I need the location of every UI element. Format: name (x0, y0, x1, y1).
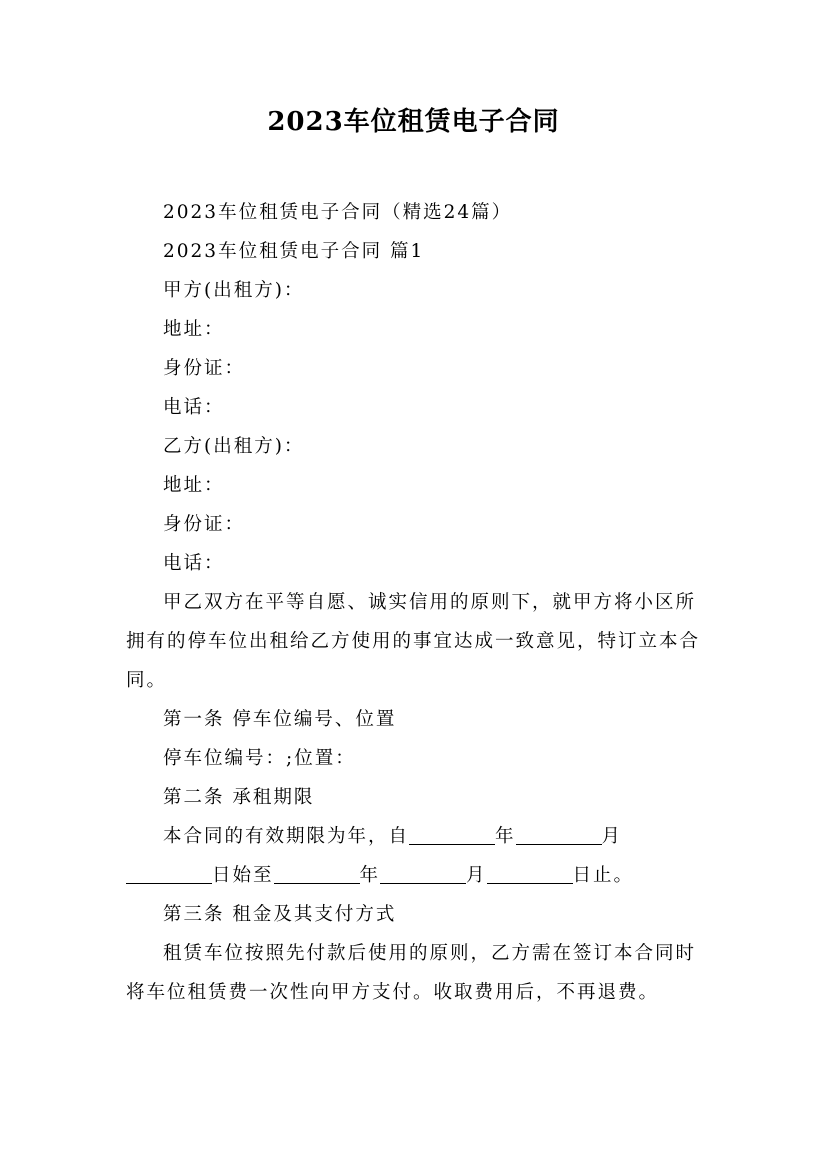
party-b-phone: 电话： (163, 553, 225, 574)
blank-start-month (516, 822, 602, 845)
blank-end-day (487, 861, 573, 884)
article2-day-end: 日止。 (572, 865, 635, 886)
article2-title: 第二条 承租期限 (163, 787, 315, 808)
article2-day-start: 日始至 (212, 865, 274, 886)
subtitle-line: 2023车位租赁电子合同（精选24篇） (163, 202, 513, 223)
article3-title: 第三条 租金及其支付方式 (163, 904, 397, 925)
article2-term-text: 本合同的有效期限为年，自 (163, 826, 410, 847)
blank-start-year (409, 822, 495, 845)
party-a-id: 身份证： (163, 358, 246, 379)
article1-title: 第一条 停车位编号、位置 (163, 709, 397, 730)
article2-month2: 月 (466, 865, 487, 886)
party-a-phone: 电话： (163, 397, 225, 418)
article2-year1: 年 (495, 826, 516, 847)
party-b-address: 地址： (163, 475, 225, 496)
party-a-address: 地址： (163, 319, 225, 340)
blank-start-day (126, 861, 212, 884)
blank-end-month (380, 861, 466, 884)
document-title: 2023车位租赁电子合同 (267, 107, 560, 137)
party-b-id: 身份证： (163, 514, 246, 535)
article3-body: 租赁车位按照先付款后使用的原则，乙方需在签订本合同时将车位租赁费一次性向甲方支付。收取费用后，不再退费。 (126, 943, 697, 1003)
article2-month1: 月 (601, 826, 623, 847)
party-a-label: 甲方(出租方)： (163, 280, 305, 301)
article2-body (126, 817, 706, 895)
party-b-label: 乙方(出租方)： (163, 436, 305, 457)
chapter-heading: 2023车位租赁电子合同 篇1 (163, 241, 425, 262)
blank-end-year (274, 861, 360, 884)
document-body (126, 193, 706, 1012)
article2-year2: 年 (359, 865, 381, 886)
preamble-paragraph: 甲乙双方在平等自愿、诚实信用的原则下，就甲方将小区所拥有的停车位出租给乙方使用的事宜达成一致意见，特订立本合同。 (126, 592, 701, 691)
article1-body: 停车位编号：;位置： (163, 748, 356, 769)
